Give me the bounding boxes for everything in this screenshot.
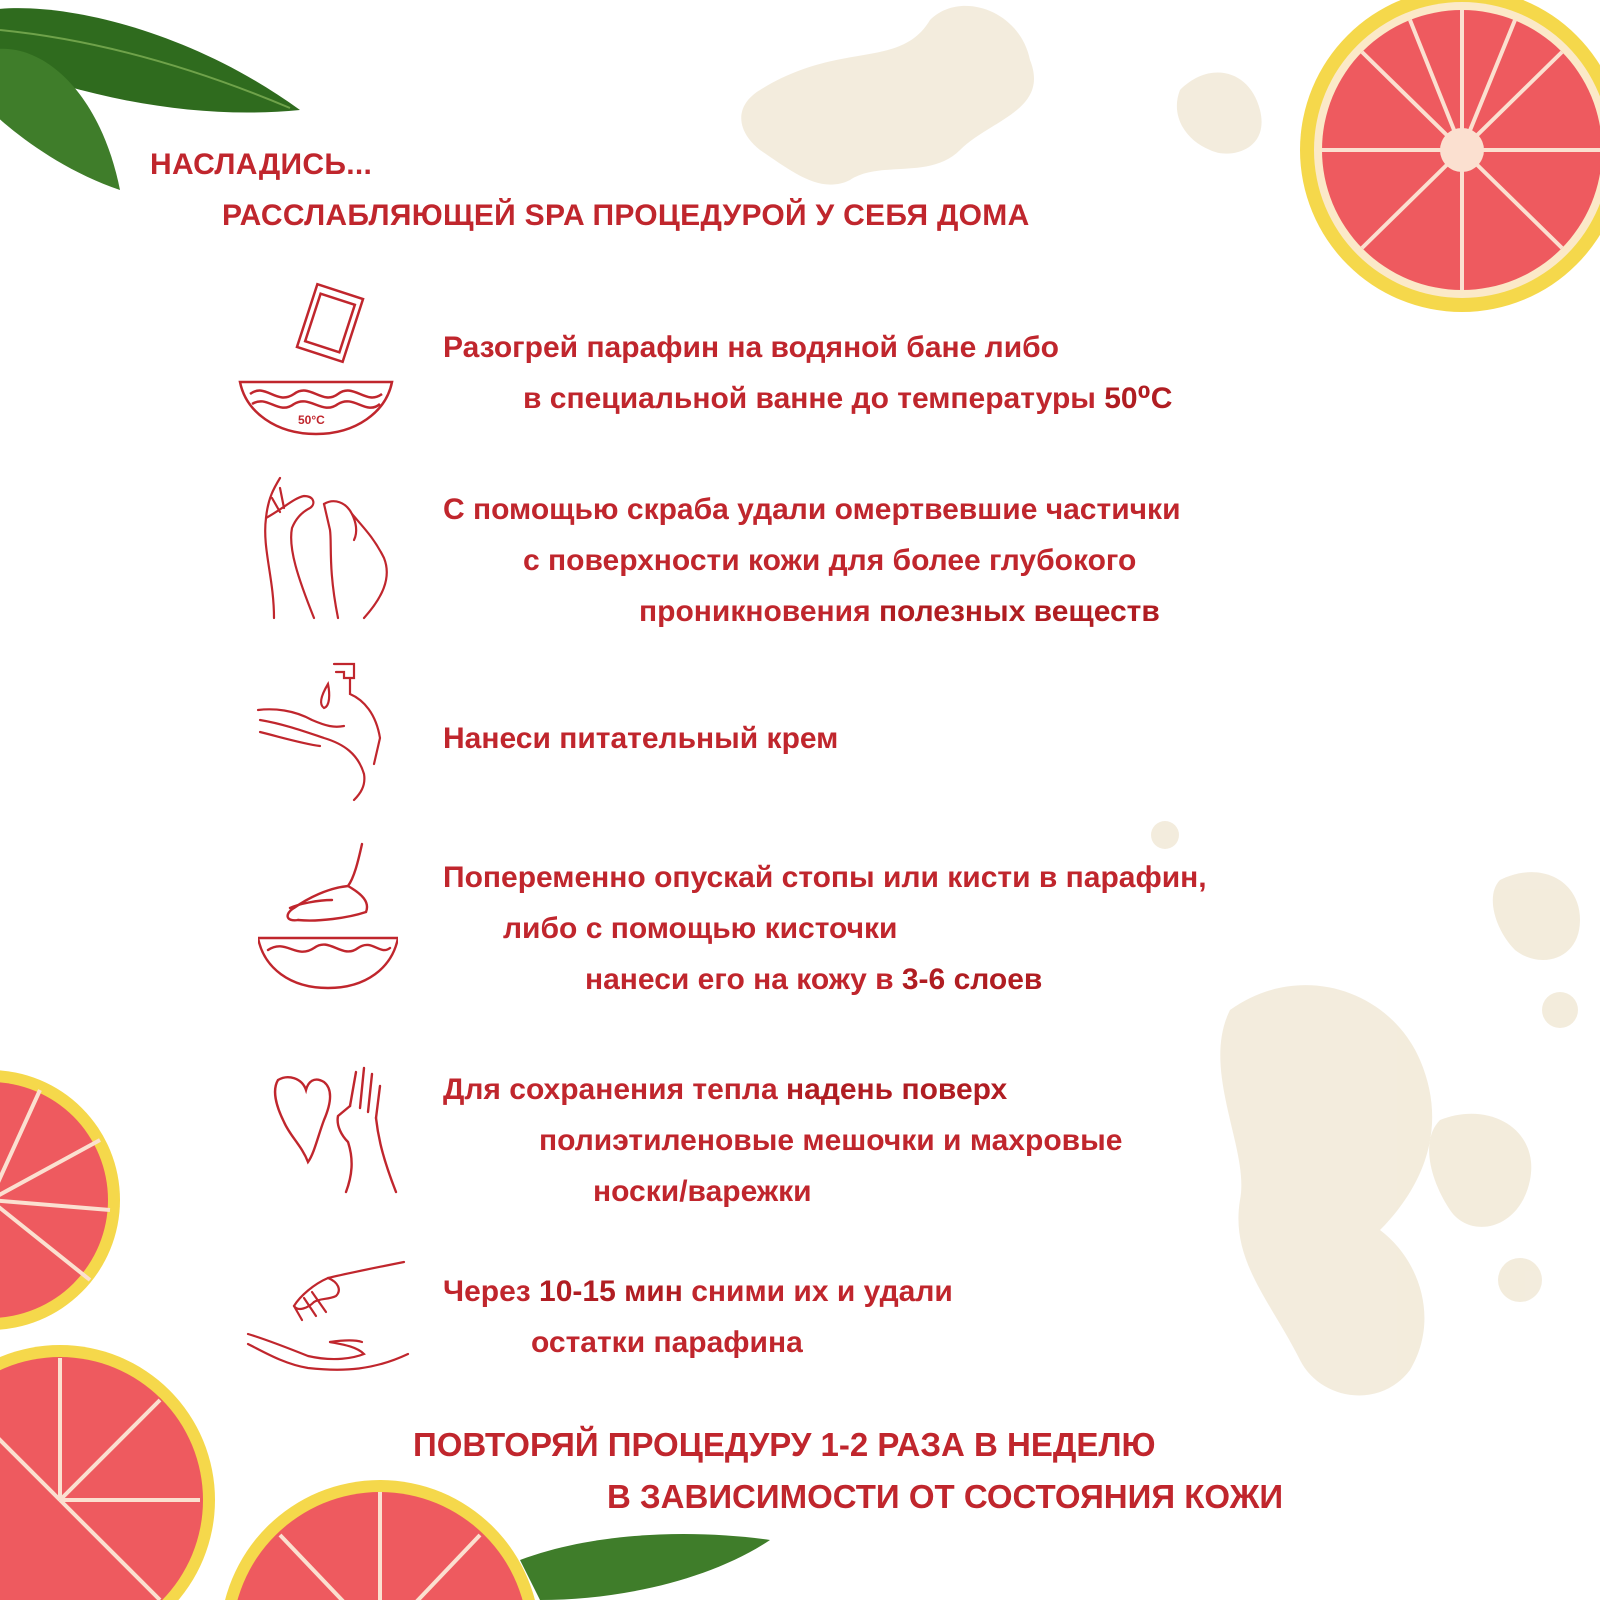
step-6-line-1-text: Через [443, 1275, 540, 1308]
step-6-line-2: остатки парафина [531, 1326, 803, 1359]
step-2-highlight: полезных веществ [878, 595, 1160, 628]
footer-line1: ПОВТОРЯЙ ПРОЦЕДУРУ 1-2 РАЗА В НЕДЕЛЮ [413, 1426, 1156, 1463]
step-6-line-1 [443, 1266, 953, 1317]
peel-hands-icon [244, 1258, 414, 1378]
step-6-duration: 10-15 мин [539, 1275, 683, 1308]
step-1-text [443, 322, 1172, 424]
step-3-text [443, 713, 838, 764]
step-5-line-1 [443, 1064, 1122, 1115]
step-5-line-3: носки/варежки [593, 1175, 812, 1208]
hand-dip-bowl-icon [258, 842, 398, 992]
step-6-text [443, 1266, 953, 1368]
step-4-line-3-text: нанеси его на кожу в [585, 963, 902, 996]
footer-line2: В ЗАВИСИМОСТИ ОТ СОСТОЯНИЯ КОЖИ [607, 1478, 1284, 1515]
step-3-line-1: Нанеси питательный крем [443, 722, 839, 755]
cream-dispenser-hands-icon [254, 654, 404, 804]
step-2-line-1: С помощью скраба удали омертвевшие частички [443, 493, 1181, 526]
step-2-text [443, 484, 1181, 637]
step-1-line-1: Разогрей парафин на водяной бане либо [443, 331, 1059, 364]
grapefruit-decoration-top-right [1300, 0, 1600, 312]
step-4-line-3 [443, 954, 1207, 1005]
step-2-line-3 [443, 586, 1181, 637]
mitten-hand-icon [268, 1066, 418, 1196]
step-1-line-2-text: в специальной ванне до температуры [523, 382, 1105, 415]
header-title-line1: НАСЛАДИСЬ... [150, 148, 373, 181]
scrub-hands-icon [254, 468, 404, 628]
step-5-line-1-text: Для сохранения тепла [443, 1073, 787, 1106]
step-1-temperature: 50⁰С [1104, 382, 1173, 415]
temperature-label: 50°C [298, 413, 325, 427]
step-2-line-2: с поверхности кожи для более глубокого [523, 544, 1137, 577]
step-5-highlight: надень поверх [786, 1073, 1008, 1106]
step-5-text [443, 1064, 1122, 1217]
step-4-text [443, 852, 1207, 1005]
step-5-line-2: полиэтиленовые мешочки и махровые [539, 1124, 1123, 1157]
step-4-layers: 3-6 слоев [901, 963, 1043, 996]
header-title-line2: РАССЛАБЛЯЮЩЕЙ SPA ПРОЦЕДУРОЙ У СЕБЯ ДОМА [222, 199, 1030, 232]
step-2-line-3-text: проникновения [639, 595, 879, 628]
step-6-line-1-after: сними их и удали [682, 1275, 953, 1308]
step-4-line-2: либо с помощью кисточки [503, 912, 898, 945]
step-4-line-1: Попеременно опускай стопы или кисти в парафин, [443, 861, 1207, 894]
step-1-line-2 [443, 373, 1172, 424]
